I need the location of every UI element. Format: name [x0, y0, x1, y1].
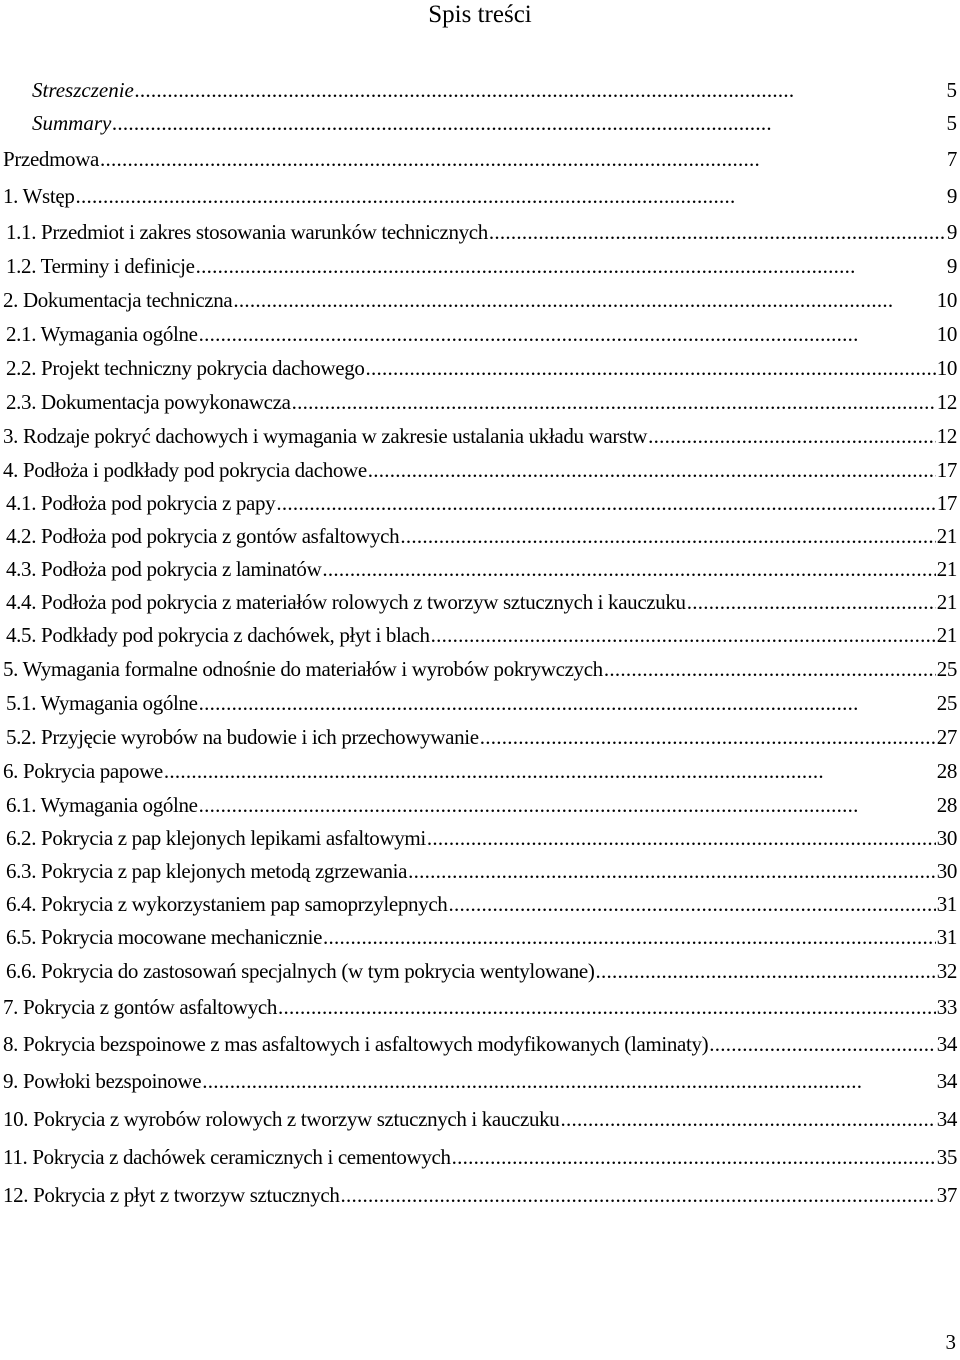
toc-dot-leader	[278, 988, 936, 1026]
toc-dot-leader	[489, 215, 946, 249]
toc-entry-page: 5	[946, 78, 957, 102]
toc-dot-leader	[292, 385, 936, 419]
toc-dot-leader	[604, 652, 936, 687]
toc-entry-page: 35	[936, 1145, 957, 1169]
toc-entry[interactable]	[0, 178, 960, 215]
toc-entry-label: 5.2. Przyjęcie wyrobów na budowie i ich przechowywanie	[6, 720, 479, 754]
toc-entry-label: 1. Wstęp	[3, 178, 74, 215]
toc-entry[interactable]	[0, 140, 960, 178]
toc-entry[interactable]	[0, 720, 960, 754]
toc-dot-leader	[100, 140, 946, 178]
toc-entry-label: 1.1. Przedmiot i zakres stosowania warunków technicznych	[6, 215, 488, 249]
toc-dot-leader	[199, 687, 936, 720]
toc-dot-leader	[480, 720, 936, 754]
toc-entry-label: Przedmowa	[3, 140, 99, 178]
toc-entry-page: 21	[936, 590, 957, 614]
toc-entry-label: 7. Pokrycia z gontów asfaltowych	[3, 988, 277, 1026]
toc-entry[interactable]	[0, 754, 960, 789]
toc-entry-label: 4. Podłoża i podkłady pod pokrycia dachowe	[3, 453, 367, 487]
toc-entry[interactable]	[0, 419, 960, 453]
toc-entry-page: 33	[936, 995, 957, 1019]
toc-entry-label: 6.3. Pokrycia z pap klejonych metodą zgrzewania	[6, 855, 407, 888]
toc-entry-label: 6.6. Pokrycia do zastosowań specjalnych (w tym pokrycia wentylowane)	[6, 954, 595, 988]
toc-entry-page: 9	[946, 184, 957, 208]
toc-entry-label: 6. Pokrycia papowe	[3, 754, 163, 789]
toc-entry[interactable]	[0, 351, 960, 385]
toc-entry-label: Summary	[32, 107, 111, 140]
toc-entry-page: 30	[936, 826, 957, 850]
toc-entry-label: 2. Dokumentacja techniczna	[3, 283, 232, 317]
toc-entry-page: 12	[936, 390, 957, 414]
toc-entry[interactable]	[0, 1063, 960, 1100]
toc-dot-leader	[233, 283, 935, 317]
toc-entry[interactable]	[0, 652, 960, 687]
toc-entry[interactable]	[0, 1100, 960, 1138]
toc-entry-label: 4.3. Podłoża pod pokrycia z laminatów	[6, 553, 321, 586]
toc-entry-label: 11. Pokrycia z dachówek ceramicznych i cementowych	[3, 1138, 451, 1176]
toc-entry-page: 31	[936, 925, 957, 949]
toc-entry-page: 17	[936, 491, 957, 515]
toc-entry-page: 27	[936, 725, 957, 749]
toc-dot-leader	[75, 178, 945, 215]
toc-dot-leader	[408, 855, 936, 888]
toc-dot-leader	[452, 1138, 936, 1176]
toc-entry[interactable]	[0, 789, 960, 822]
toc-entry[interactable]	[0, 954, 960, 988]
toc-entry-page: 12	[936, 424, 957, 448]
toc-entry[interactable]	[0, 453, 960, 487]
toc-entry-label: 4.2. Podłoża pod pokrycia z gontów asfaltowych	[6, 520, 399, 553]
toc-entry[interactable]	[0, 520, 960, 553]
toc-dot-leader	[427, 822, 936, 855]
toc-dot-leader	[276, 487, 935, 520]
toc-dot-leader	[648, 419, 936, 453]
toc-entry[interactable]	[0, 586, 960, 619]
toc-entry-label: 10. Pokrycia z wyrobów rolowych z tworzyw sztucznych i kauczuku	[3, 1100, 559, 1138]
toc-entry-page: 10	[936, 288, 957, 312]
toc-entry-label: 12. Pokrycia z płyt z tworzyw sztucznych	[3, 1176, 339, 1214]
toc-entry[interactable]	[0, 687, 960, 720]
toc-dot-leader	[202, 1063, 935, 1100]
toc-entry-page: 25	[936, 691, 957, 715]
toc-entry-label: Streszczenie	[32, 74, 134, 107]
toc-entry[interactable]	[0, 988, 960, 1026]
toc-entry-page: 28	[936, 759, 957, 783]
toc-dot-leader	[448, 888, 935, 921]
toc-entry-page: 32	[936, 959, 957, 983]
toc-dot-leader	[366, 351, 936, 385]
toc-entry-label: 9. Powłoki bezspoinowe	[3, 1063, 201, 1100]
toc-entry-page: 37	[936, 1183, 957, 1207]
toc-entry-label: 8. Pokrycia bezspoinowe z mas asfaltowych i asfaltowych modyfikowanych (laminaty)	[3, 1026, 708, 1063]
toc-entry[interactable]	[0, 619, 960, 652]
toc-entry-page: 21	[936, 623, 957, 647]
toc-entry-label: 5. Wymagania formalne odnośnie do materiałów i wyrobów pokrywczych	[3, 652, 603, 687]
toc-entry[interactable]	[0, 107, 960, 140]
toc-entry-page: 34	[936, 1032, 957, 1056]
toc-entry-page: 34	[936, 1069, 957, 1093]
toc-entry[interactable]	[0, 888, 960, 921]
toc-entry-label: 4.5. Podkłady pod pokrycia z dachówek, płyt i blach	[6, 619, 430, 652]
toc-entry-label: 2.1. Wymagania ogólne	[6, 317, 198, 351]
toc-dot-leader	[196, 249, 946, 283]
toc-entry-label: 5.1. Wymagania ogólne	[6, 687, 198, 720]
toc-entry-label: 2.2. Projekt techniczny pokrycia dachowego	[6, 351, 365, 385]
toc-entry[interactable]	[0, 921, 960, 954]
toc-entry-label: 4.4. Podłoża pod pokrycia z materiałów rolowych z tworzyw sztucznych i kauczuku	[6, 586, 686, 619]
toc-dot-leader	[431, 619, 936, 652]
toc-entry[interactable]	[0, 249, 960, 283]
toc-dot-leader	[199, 789, 936, 822]
toc-entry-page: 34	[936, 1107, 957, 1131]
toc-entry-page: 21	[936, 524, 957, 548]
toc-entry-label: 3. Rodzaje pokryć dachowych i wymagania w zakresie ustalania układu warstw	[3, 419, 647, 453]
toc-dot-leader	[340, 1176, 935, 1214]
toc-dot-leader	[322, 553, 935, 586]
toc-entry-label: 1.2. Terminy i definicje	[6, 249, 195, 283]
toc-dot-leader	[199, 317, 936, 351]
toc-entry-page: 10	[936, 356, 957, 380]
toc-entry-page: 21	[936, 557, 957, 581]
toc-dot-leader	[323, 921, 936, 954]
toc-entry[interactable]	[0, 855, 960, 888]
toc-entry-page: 25	[936, 657, 957, 681]
table-of-contents	[0, 74, 960, 1214]
page-title: Spis treści	[428, 1, 532, 28]
toc-entry[interactable]	[0, 1026, 960, 1063]
toc-dot-leader	[135, 74, 946, 107]
toc-entry-label: 6.5. Pokrycia mocowane mechanicznie	[6, 921, 322, 954]
toc-dot-leader	[560, 1100, 935, 1138]
toc-entry[interactable]	[0, 1176, 960, 1214]
toc-entry-page: 17	[936, 458, 957, 482]
toc-entry-page: 7	[946, 147, 957, 171]
toc-dot-leader	[596, 954, 936, 988]
toc-dot-leader	[164, 754, 936, 789]
toc-dot-leader	[709, 1026, 935, 1063]
toc-entry-label: 4.1. Podłoża pod pokrycia z papy	[6, 487, 275, 520]
toc-entry-label: 2.3. Dokumentacja powykonawcza	[6, 385, 291, 419]
toc-entry-label: 6.1. Wymagania ogólne	[6, 789, 198, 822]
toc-entry[interactable]	[0, 487, 960, 520]
page-number: 3	[945, 1330, 956, 1354]
toc-entry-page: 5	[946, 111, 957, 135]
toc-entry-page: 9	[946, 254, 957, 278]
toc-dot-leader	[112, 107, 945, 140]
toc-entry-label: 6.2. Pokrycia z pap klejonych lepikami asfaltowymi	[6, 822, 426, 855]
toc-entry-page: 10	[936, 322, 957, 346]
toc-entry[interactable]	[0, 822, 960, 855]
toc-dot-leader	[687, 586, 936, 619]
toc-entry[interactable]	[0, 215, 960, 249]
toc-entry-page: 9	[946, 220, 957, 244]
toc-dot-leader	[368, 453, 936, 487]
toc-entry-page: 31	[936, 892, 957, 916]
toc-entry[interactable]	[0, 553, 960, 586]
toc-entry[interactable]	[0, 283, 960, 317]
toc-entry[interactable]	[0, 385, 960, 419]
toc-dot-leader	[400, 520, 935, 553]
toc-entry[interactable]	[0, 1138, 960, 1176]
toc-entry[interactable]	[0, 74, 960, 107]
toc-entry-label: 6.4. Pokrycia z wykorzystaniem pap samoprzylepnych	[6, 888, 447, 921]
toc-entry-page: 30	[936, 859, 957, 883]
toc-entry-page: 28	[936, 793, 957, 817]
toc-entry[interactable]	[0, 317, 960, 351]
